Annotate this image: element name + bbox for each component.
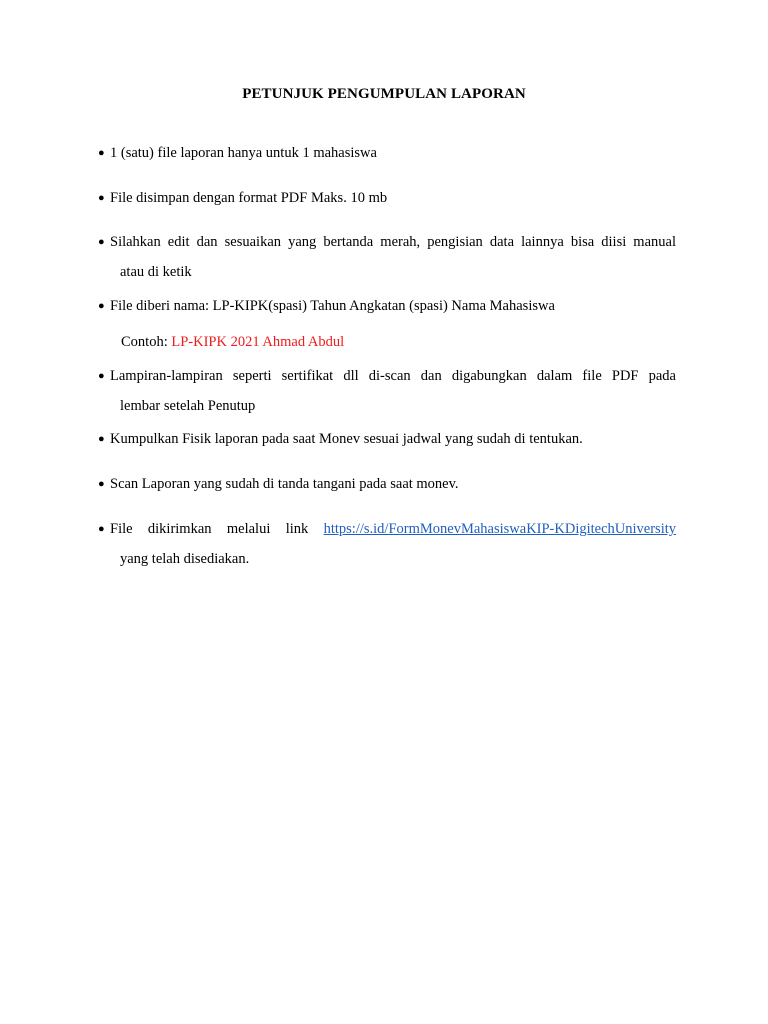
list-item-continuation: yang telah disediakan. (120, 551, 250, 567)
list-item (98, 469, 676, 499)
list-item (98, 227, 676, 287)
example-line (121, 327, 344, 357)
list-item-text: Scan Laporan yang sudah di tanda tangani pada saat monev. (110, 476, 459, 492)
list-item-text: File diberi nama: LP-KIPK(spasi) Tahun Angkatan (spasi) Nama Mahasiswa (110, 298, 555, 314)
list-item-text (110, 514, 676, 544)
list-item-text: Silahkan edit dan sesuaikan yang bertanda merah, pengisian data lainnya bisa diisi manual (110, 234, 676, 250)
example-value-highlight: LP-KIPK 2021 Ahmad Abdul (171, 334, 345, 350)
list-item (98, 361, 676, 421)
bullet-icon: ● (98, 192, 105, 204)
document-title: PETUNJUK PENGUMPULAN LAPORAN (242, 86, 526, 102)
bullet-icon: ● (98, 300, 105, 312)
list-item (98, 183, 676, 213)
bullet-icon: ● (98, 236, 105, 248)
bullet-icon: ● (98, 523, 105, 535)
list-item-continuation: lembar setelah Penutup (120, 398, 256, 414)
bullet-icon: ● (98, 433, 105, 445)
bullet-icon: ● (98, 370, 105, 382)
list-item-text: Kumpulkan Fisik laporan pada saat Monev sesuai jadwal yang sudah di tentukan. (110, 431, 583, 447)
form-link[interactable]: https://s.id/FormMonevMahasiswaKIP-KDigitechUniversity (323, 521, 676, 537)
list-item-text: File disimpan dengan format PDF Maks. 10 mb (110, 190, 388, 206)
bullet-icon: ● (98, 478, 105, 490)
list-item-text: Lampiran-lampiran seperti sertifikat dll di-scan dan digabungkan dalam file PDF pada (110, 368, 676, 384)
bullet-icon: ● (98, 147, 105, 159)
list-item-text: 1 (satu) file laporan hanya untuk 1 mahasiswa (110, 145, 377, 161)
list-item (98, 291, 676, 321)
list-item-continuation: atau di ketik (120, 264, 192, 280)
link-prefix-text: File dikirimkan melalui link (110, 521, 309, 537)
list-item (98, 138, 676, 168)
example-label: Contoh: (121, 334, 168, 350)
list-item (98, 514, 676, 574)
list-item (98, 424, 676, 454)
